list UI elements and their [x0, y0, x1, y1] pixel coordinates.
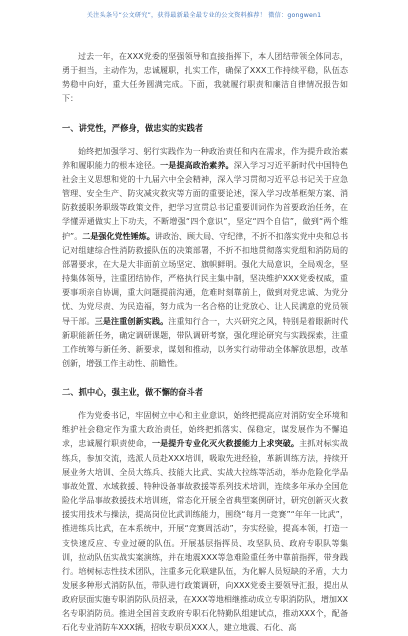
section-heading-2: 二、抓中心，强主业，做不懈的奋斗者	[62, 387, 204, 398]
emphasis-text: 二是强化党性锤炼。	[82, 231, 155, 241]
paragraph-text: 深入学习习近平新时代中国特色社会主义思想和党的十九届六中全会精神，深入学习贯彻习近平总书记关于应急管理、安全生产、防灾减灾救灾等方面的重要论述，深入学习改革框架方案、消防救援职务职级等政策文件，把学习宣贯总书记重要训词作为首要政治任务，在学懂弄通做实上下功夫，不断增强“四个意识”，坚定“四个自信”，做到“两个维护”。	[62, 160, 349, 241]
paragraph-text: 主抓对标实战练兵，参加交流，选派人员赴XXX培训，吸取先进经验，革新训练方法，持续开展业务大培训、全员大练兵、技能大比武、实战大拉练等活动，举办危险化学品事故处置、水域救援、特种设备事故救援等系列技术培训，连续多年承办全国危险化学品事故救援技术培训班，常态化开展全省典型案例研讨，研究创新灭火救援实用技术与操法，提高岗位比武训练能力，围绕“每月一竞赛”“年年一比武”，推进练兵比武，在本系统中，开展“竞赛周活动”，夯实经验，提高本领，打造一支快速反应、专业过硬的队伍。开展基层指挥员、攻坚队员、政府专职队等集训，拉动队伍实战实案演练，并在地震XXX等急难险重任务中靠前指挥，带身践行。培树标志性技术团队，注重多元化联建队伍，为化解人员短缺的矛盾，大力发展多种形式消防队伍，带队进行政策调研，向XXX党委主要领导汇报，提出从政府层面实施专职消防队员招录，在XXX等地相继推动成立专职消防队，增加XX名专职消防员。推进全国首支政府专职石化特勤队组建试点，推动XXX个，配备石化专业消防车XXX辆，招收专职员XXX人，建立地震、石化、高	[62, 439, 349, 633]
emphasis-text: 三是注重创新实践。	[94, 316, 169, 326]
document-body	[62, 50, 348, 636]
section-1-paragraph	[62, 145, 348, 372]
section-heading-1: 一、讲党性，严修身，做忠实的实践者	[62, 122, 204, 133]
paragraph-text: 作为党委书记，牢固树立中心和主业意识，始终把提高应对消防安全环境和维护社会稳定作为重大政治责任，始终把抓落实、保稳定，谋发展作为不懈追求，忠诚履行职责使命，	[62, 411, 348, 449]
paragraph-text: 始终把加强学习、躬行实践作为一种政治责任和内在需求，作为提升政治素养和履职能力的根本途径。	[62, 146, 348, 170]
emphasis-text: 一是提升专业化灭火救援能力上求突破。	[151, 439, 300, 449]
emphasis-text: 一是提高政治素养。	[160, 160, 234, 170]
banner-link[interactable]: 关注头条号“公文研究”，获得最新最全最专业的公文资料推荐！ 微信：gongwen1	[86, 11, 322, 19]
section-2-paragraph	[62, 409, 348, 636]
intro-paragraph: 过去一年，在XXX党委的坚强领导和直接指挥下，本人团结带领全体同志，勇于担当，主动作为，忠诚履职，扎实工作，确保了XXX工作持续平稳，队伍态势稳中向好，重大任务圆满完成。下面，我就履行职责和廉洁自律情况报告如下：	[62, 52, 348, 104]
top-banner	[0, 0, 408, 28]
paragraph-text: 注重知行合一，大兴研究之风，特别是着眼新时代新职能新任务，确定调研课题，带队调研考察，强化理论研究与实践探索，注重工作统筹与新任务、新要求，谋划和推动，以务实行动带动全体解放思想，改革创新，增强工作主动性、前瞻性。	[62, 316, 349, 368]
paragraph-text: 讲政治、顾大局、守纪律，不折不扣落实党中央和总书记对组建综合性消防救援队伍的决策部署，不折不扣地贯彻落实党组和消防局的部署要求，在大是大非面前立场坚定、旗帜鲜明。强化大局意识，全局观念，坚持集体领导，注重团结协作，严格执行民主集中制，坚决维护XXX党委权威，重要事项亲自协调，重大问题提前沟通，危难时刻靠前上，做到对党忠诚、为党分忧、为党尽责、为民造福，努力成为一名合格的让党放心、让人民满意的党员领导干部。	[62, 231, 349, 326]
